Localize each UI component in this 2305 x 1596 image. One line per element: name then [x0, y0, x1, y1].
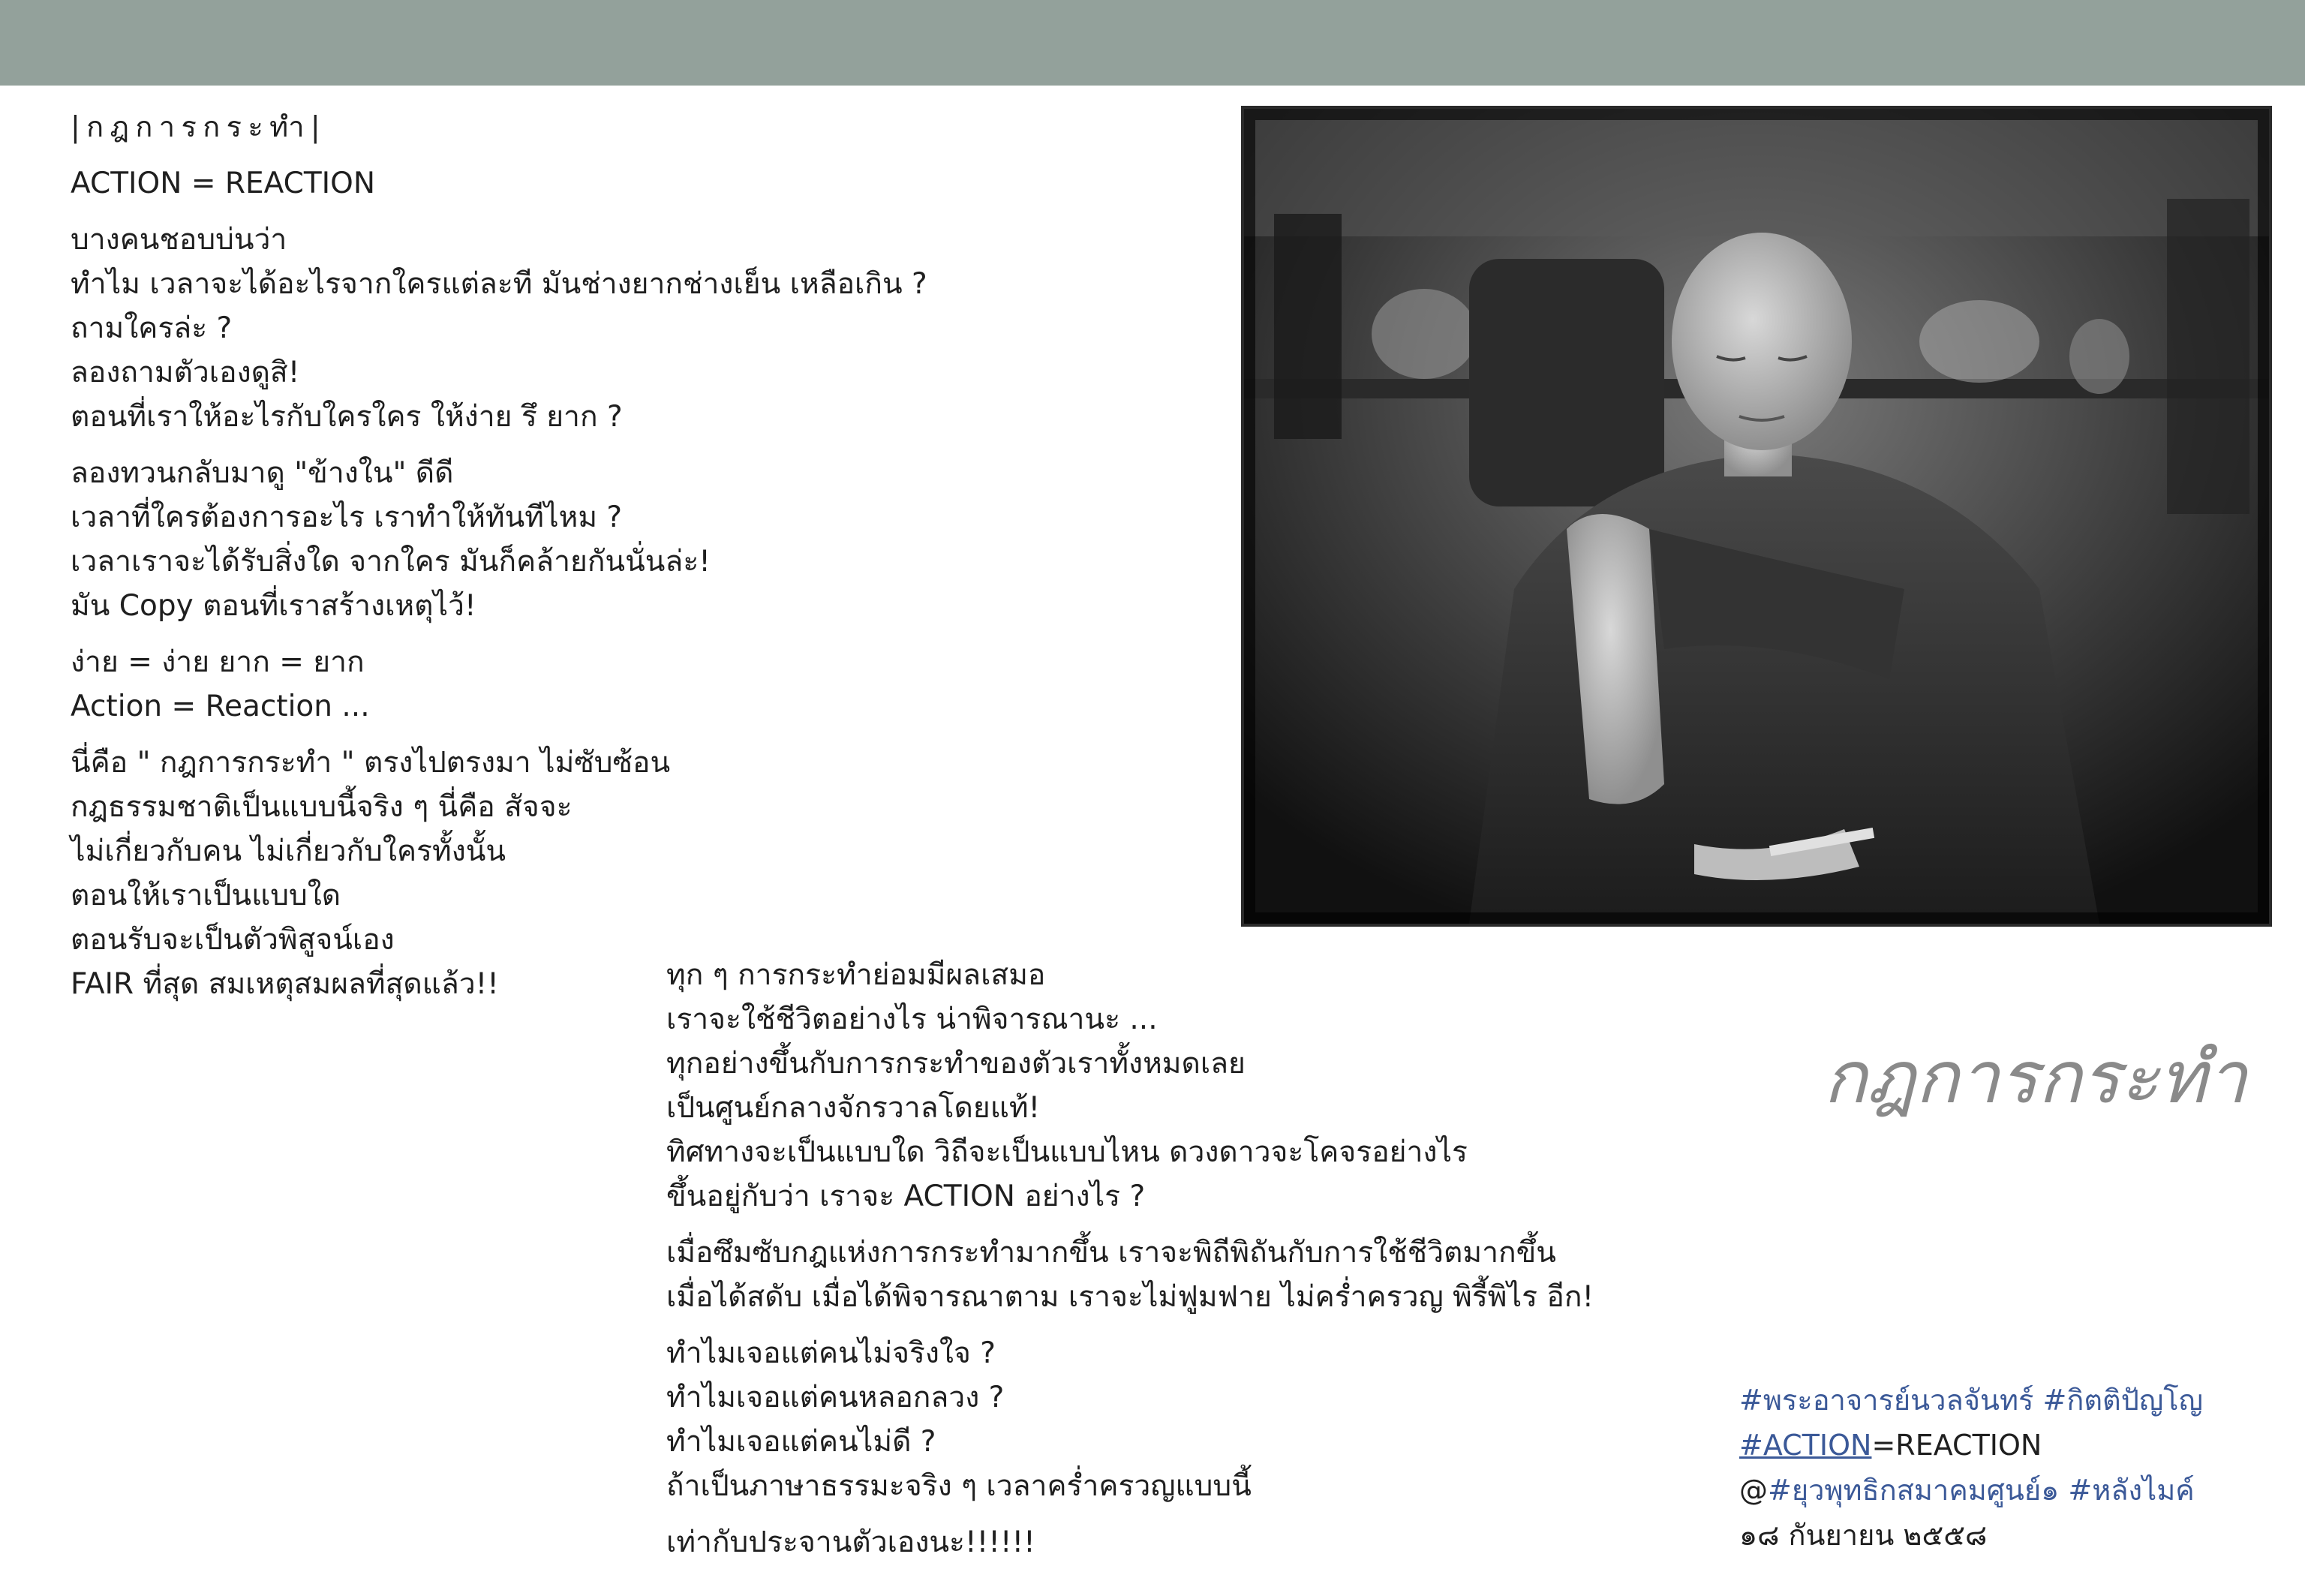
text-line: เท่ากับประจานตัวเองนะ!!!!!! — [666, 1525, 1035, 1559]
hashtag-line-3 — [1739, 1468, 2203, 1513]
text-line: กฎธรรมชาติเป็นแบบนี้จริง ๆ นี่คือ สัจจะ — [71, 790, 572, 824]
left-paragraph-1 — [71, 218, 927, 439]
monk-photo — [1241, 106, 2272, 927]
mid-paragraph-4 — [666, 1520, 1594, 1564]
subheading: ACTION = REACTION — [71, 167, 376, 200]
text-line: ตอนที่เราให้อะไรกับใครใคร ให้ง่าย รึ ยาก ? — [71, 400, 623, 434]
text-line: ทุก ๆ การกระทำย่อมมีผลเสมอ — [666, 958, 1046, 992]
text-line: ขึ้นอยู่กับว่า เราจะ ACTION อย่างไร ? — [666, 1180, 1146, 1213]
mid-paragraph-2 — [666, 1231, 1594, 1319]
title-overlay: กฎการกระทำ — [1823, 1035, 2247, 1120]
text-line: ถ้าเป็นภาษาธรรมะจริง ๆ เวลาคร่ำครวญแบบนี้ — [666, 1469, 1252, 1503]
text-line: ทำไมเจอแต่คนไม่จริงใจ ? — [666, 1336, 996, 1370]
text-line: เวลาเราจะได้รับสิ่งใด จากใคร มันก็คล้ายกันนั่นล่ะ! — [71, 545, 711, 579]
hashtag-block — [1739, 1378, 2203, 1558]
text-line: ทำไมเจอแต่คนไม่ดี ? — [666, 1425, 936, 1459]
monk-photo-illustration — [1244, 109, 2269, 924]
text-line: ทิศทางจะเป็นแบบใด วิถีจะเป็นแบบไหน ดวงดาวจะโคจรอย่างไร — [666, 1135, 1468, 1169]
reaction-text: =REACTION — [1871, 1429, 2042, 1462]
date-text: ๑๘ กันยายน ๒๕๕๘ — [1739, 1519, 1988, 1552]
text-line: Action = Reaction ... — [71, 690, 370, 723]
action-hashtag-link[interactable]: #ACTION — [1739, 1429, 1872, 1462]
text-line: บางคนชอบบ่นว่า — [71, 223, 287, 257]
text-line: เมื่อซึมซับกฎแห่งการกระทำมากขึ้น เราจะพิถีพิถันกับการใช้ชีวิตมากขึ้น — [666, 1236, 1556, 1270]
heading-small: |กฎการกระทำ| — [71, 110, 327, 143]
text-line: เวลาที่ใครต้องการอะไร เราทำให้ทันทีไหม ? — [71, 500, 623, 534]
text-line: นี่คือ " กฎการกระทำ " ตรงไปตรงมา ไม่ซับซ้อน — [71, 746, 671, 780]
left-paragraph-3 — [71, 640, 927, 729]
text-line: ถามใครล่ะ ? — [71, 311, 233, 345]
text-line: ทำไมเจอแต่คนหลอกลวง ? — [666, 1381, 1005, 1414]
text-line: เมื่อได้สดับ เมื่อได้พิจารณาตาม เราจะไม่ฟูมฟาย ไม่คร่ำครวญ พิรี้พิไร อีก! — [666, 1280, 1594, 1314]
text-line: ทุกอย่างขึ้นกับการกระทำของตัวเราทั้งหมดเลย — [666, 1047, 1246, 1081]
text-line: ง่าย = ง่าย ยาก = ยาก — [71, 645, 365, 679]
text-line: เป็นศูนย์กลางจักรวาลโดยแท้! — [666, 1091, 1041, 1125]
middle-text-column — [666, 953, 1594, 1576]
text-line: ตอนรับจะเป็นตัวพิสูจน์เอง — [71, 923, 395, 957]
text-line: มัน Copy ตอนที่เราสร้างเหตุไว้! — [71, 589, 476, 623]
mid-paragraph-3 — [666, 1331, 1594, 1508]
top-banner — [0, 0, 2305, 86]
org-hashtag-link[interactable]: #ยุวพุทธิกสมาคมศูนย์๑ #หลังไมค์ — [1768, 1474, 2195, 1507]
at-symbol: @ — [1739, 1474, 1768, 1507]
text-line: ไม่เกี่ยวกับคน ไม่เกี่ยวกับใครทั้งนั้น — [71, 834, 506, 868]
text-line: ลองทวนกลับมาดู "ข้างใน" ดีดี — [71, 456, 454, 490]
text-line: FAIR ที่สุด สมเหตุสมผลที่สุดแล้ว!! — [71, 967, 499, 1001]
mid-paragraph-1 — [666, 953, 1594, 1219]
text-line: ลองถามตัวเองดูสิ! — [71, 356, 300, 389]
left-paragraph-2 — [71, 451, 927, 628]
left-text-column — [71, 105, 927, 1018]
text-line: ตอนให้เราเป็นแบบใด — [71, 879, 341, 912]
text-line: ทำไม เวลาจะได้อะไรจากใครแต่ละที มันช่างยากช่างเย็น เหลือเกิน ? — [71, 267, 927, 301]
text-line: เราจะใช้ชีวิตอย่างไร น่าพิจารณานะ ... — [666, 1002, 1158, 1036]
hashtag-line-1[interactable]: #พระอาจารย์นวลจันทร์ #กิตติปัญโญ — [1739, 1384, 2204, 1417]
hashtag-line-2 — [1739, 1423, 2203, 1468]
